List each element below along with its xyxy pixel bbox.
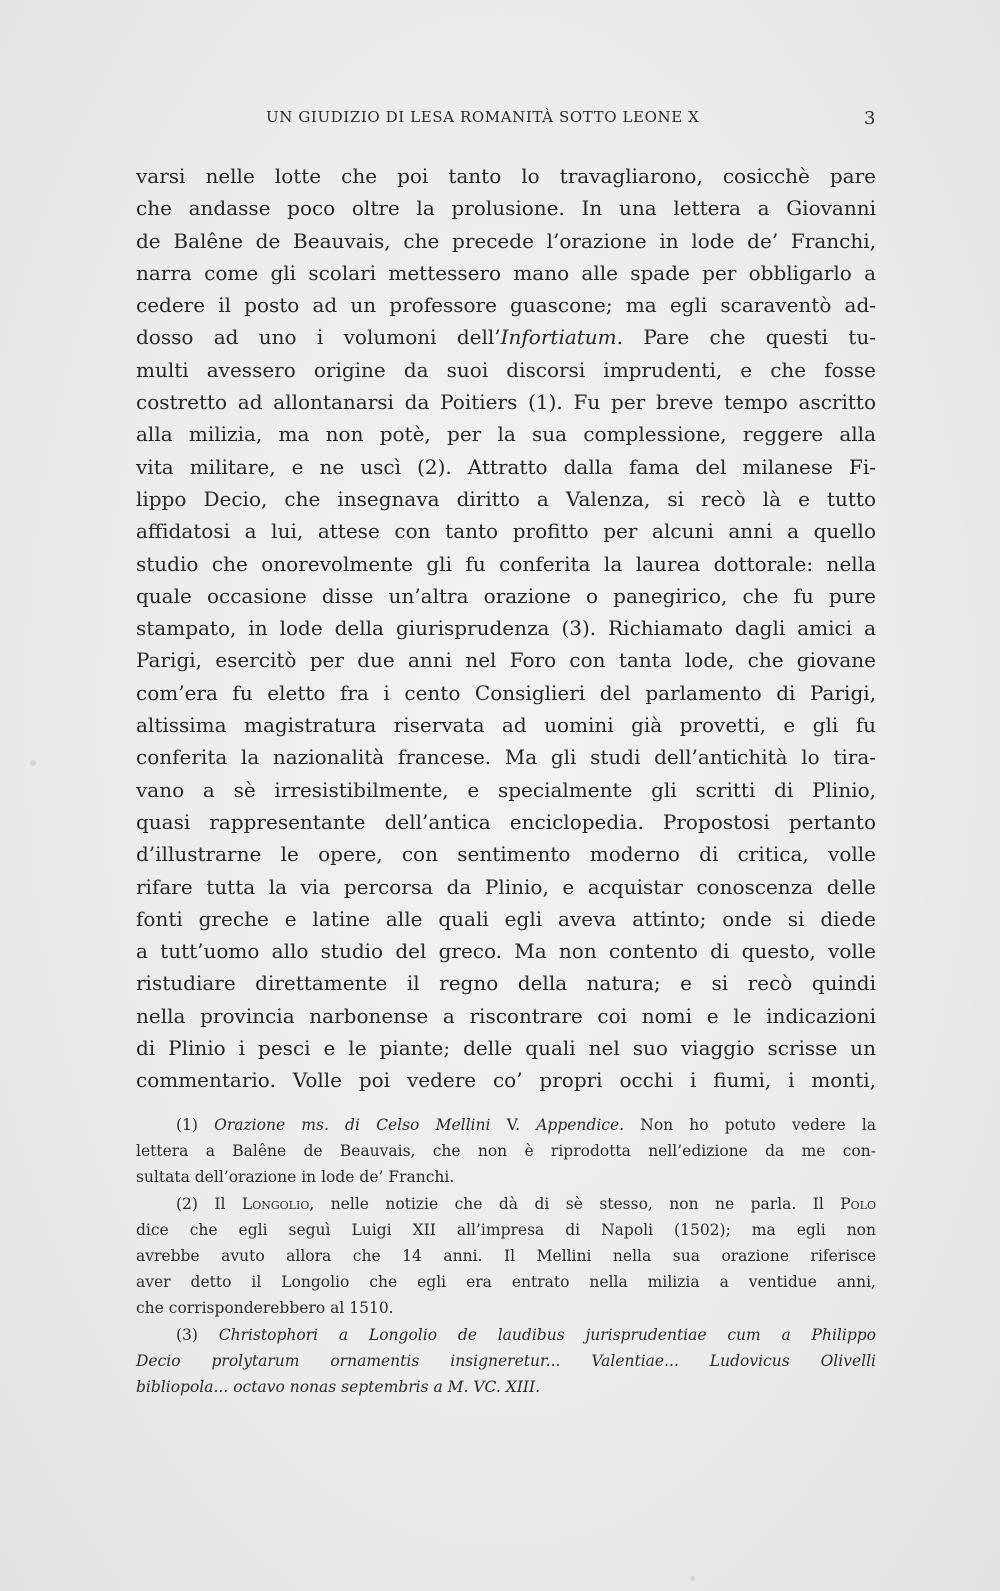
paper-speck [30, 760, 36, 766]
book-title-italic: Infortiatum [500, 325, 617, 350]
footnote-smallcaps: Polo [840, 1194, 877, 1213]
body-line: a tutt’uomo allo studio del greco. Ma non contento di questo, volle [136, 939, 876, 964]
body-line: cedere il posto ad un professore guascone; ma egli scaraventò ad- [136, 293, 876, 318]
body-line: studio che onorevolmente gli fu conferita la laurea dottorale: nella [136, 551, 876, 576]
body-line: altissima magistratura riservata ad uomini già provetti, e gli fu [136, 713, 876, 738]
body-line: quale occasione disse un’altra orazione o panegirico, che fu pure [136, 583, 876, 608]
body-line: affidatosi a lui, attese con tanto profitto per alcuni anni a quello [136, 519, 876, 544]
footnote-mark: (3) [176, 1325, 198, 1344]
running-head [136, 108, 876, 132]
footnote-1-line: lettera a Balêne de Beauvais, che non è riprodotta nell’edizione da me con- [136, 1142, 876, 1161]
page-number: 3 [863, 108, 876, 129]
body-line: commentario. Volle poi vedere co’ propri occhi i fiumi, i monti, [136, 1068, 876, 1093]
footnote-1-line [136, 1112, 876, 1138]
body-line: d’illustrarne le opere, con sentimento moderno di critica, volle [136, 842, 876, 867]
body-line-part: . Pare che questi tu- [616, 325, 876, 350]
footnote-text: Il [197, 1194, 242, 1213]
body-line: varsi nelle lotte che poi tanto lo travagliarono, cosicchè pare [136, 164, 876, 188]
footnote-1-line: sultata dell’orazione in lode de’ Franchi. [136, 1168, 455, 1187]
body-line: di Plinio i pesci e le piante; delle quali nel suo viaggio scrisse un [136, 1036, 876, 1061]
body-line: conferita la nazionalità francese. Ma gli studi dell’antichità lo tira- [136, 745, 876, 770]
footnote-smallcaps: Longolio [241, 1194, 310, 1213]
body-line: vita militare, e ne uscì (2). Attratto dalla fama del milanese Fi- [136, 454, 876, 479]
body-line: quasi rappresentante dell’antica enciclopedia. Propostosi pertanto [136, 809, 876, 834]
footnote-2-line: aver detto il Longolio che egli era entrato nella milizia a ventidue anni, [136, 1273, 876, 1292]
body-line: stampato, in lode della giurisprudenza (3). Richiamato dagli amici a [136, 616, 876, 641]
body-line: com’era fu eletto fra i cento Consiglieri del parlamento di Parigi, [136, 680, 876, 705]
body-line-part: dosso ad uno i volumoni dell’ [136, 325, 501, 350]
footnote-3-line: bibliopola... octavo nonas septembris a M. VC. XIII. [136, 1377, 541, 1396]
footnote-italic: Christophori a Longolio de laudibus jurisprudentiae cum a Philippo [197, 1325, 876, 1344]
footnote-mark: (2) [176, 1194, 198, 1213]
footnote-italic: Appendice. [536, 1116, 625, 1134]
footnote-2-line [136, 1191, 876, 1217]
body-line: lippo Decio, che insegnava diritto a Valenza, si recò là e tutto [136, 486, 876, 511]
body-line: costretto ad allontanarsi da Poitiers (1). Fu per breve tempo ascritto [136, 390, 876, 415]
footnote-2-line: dice che egli seguì Luigi XII all’impresa di Napoli (1502); ma egli non [136, 1220, 876, 1239]
footnote-italic: Orazione ms. di Celso Mellini [214, 1116, 491, 1134]
body-text [136, 160, 876, 1097]
footnote-2-line: che corrisponderebbero al 1510. [136, 1299, 394, 1318]
footnote-text: , nelle notizie che dà di sè stesso, non ne parla. Il [309, 1194, 841, 1213]
body-line: nella provincia narbonense a riscontrare coi nomi e le indicazioni [136, 1003, 876, 1028]
body-line: che andasse poco oltre la prolusione. In una lettera a Giovanni [136, 196, 876, 221]
body-line: rifare tutta la via percorsa da Plinio, e acquistar conoscenza delle [136, 874, 876, 899]
footnote-mark: (1) [176, 1116, 198, 1134]
running-title: UN GIUDIZIO DI LESA ROMANITÀ SOTTO LEONE X [266, 108, 700, 126]
footnote-3-line [136, 1322, 876, 1348]
body-line: multi avessero origine da suoi discorsi imprudenti, e che fosse [136, 357, 876, 382]
paper-speck [690, 1576, 695, 1581]
footnotes [136, 1112, 876, 1400]
body-line: ristudiare direttamente il regno della natura; e si recò quindi [136, 971, 876, 996]
body-line [136, 321, 876, 353]
body-line: narra come gli scolari mettessero mano alle spade per obbligarlo a [136, 260, 876, 285]
body-line: Parigi, esercitò per due anni nel Foro con tanta lode, che giovane [136, 648, 876, 673]
footnote-text: V. [490, 1116, 537, 1134]
body-line: alla milizia, ma non potè, per la sua complessione, reggere alla [136, 422, 876, 447]
footnote-text: Non ho potuto vedere la [624, 1116, 876, 1134]
body-line: de Balêne de Beauvais, che precede l’orazione in lode de’ Franchi, [136, 228, 876, 253]
body-line: vano a sè irresistibilmente, e specialmente gli scritti di Plinio, [136, 777, 876, 802]
footnote-3-line: Decio prolytarum ornamentis insigneretur... Valentiae... Ludovicus Olivelli [136, 1351, 876, 1370]
body-line: fonti greche e latine alle quali egli aveva attinto; onde si diede [136, 906, 876, 931]
footnote-2-line: avrebbe avuto allora che 14 anni. Il Mellini nella sua orazione riferisce [136, 1246, 876, 1265]
